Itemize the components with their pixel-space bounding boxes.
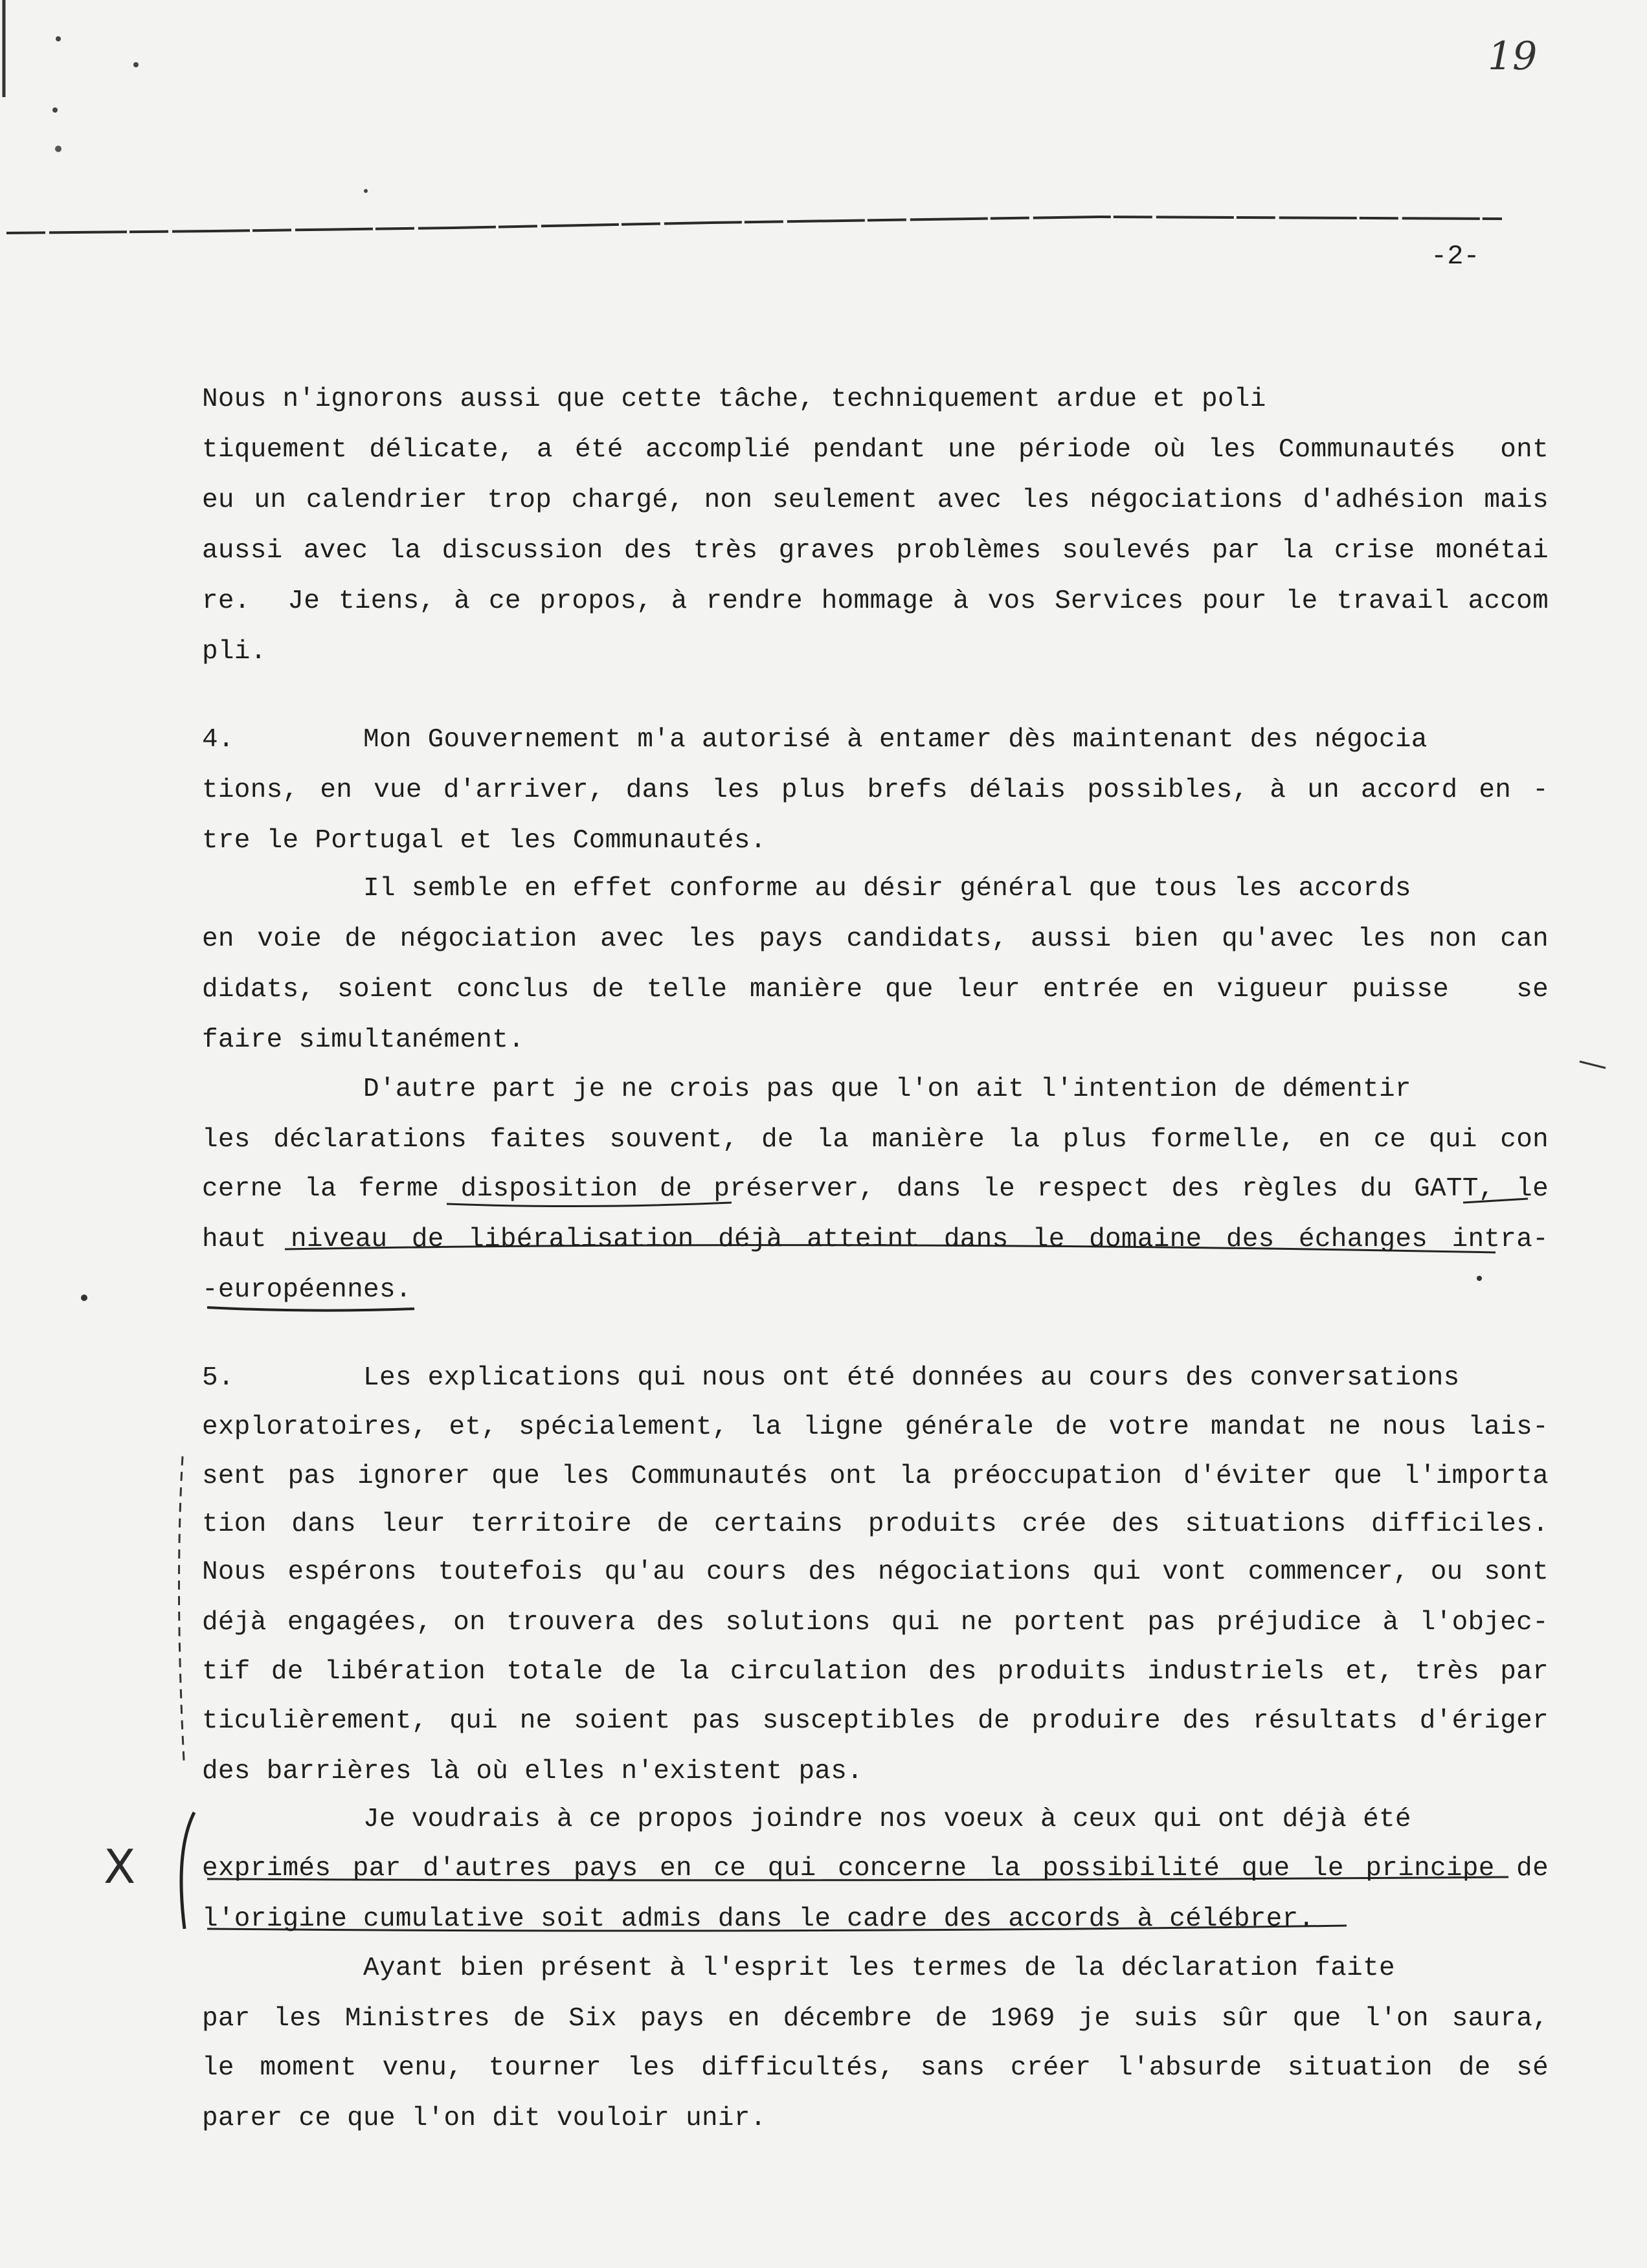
text-line: eu un calendrier trop chargé, non seulement avec les négociations d'adhésion mais: [202, 485, 1549, 515]
text-line: pli.: [202, 637, 267, 667]
handwritten-underline: [207, 1307, 414, 1311]
margin-bracket: [181, 1812, 194, 1929]
text-line: le moment venu, tourner les difficultés, sans créer l'absurde situation de sé: [202, 2053, 1549, 2083]
speck: [81, 1295, 87, 1301]
margin-tick: [1580, 1062, 1606, 1068]
handwritten-page-number: 19: [1488, 34, 1538, 79]
text-line: l'origine cumulative soit admis dans le cadre des accords à célébrer.: [202, 1904, 1315, 1934]
margin-x-mark: X: [104, 1840, 136, 1894]
text-line: les déclarations faites souvent, de la manière la plus formelle, en ce qui con: [202, 1125, 1549, 1155]
text-line: déjà engagées, on trouvera des solutions qui ne portent pas préjudice à l'objec-: [202, 1608, 1549, 1638]
text-line: des barrières là où elles n'existent pas.: [202, 1757, 864, 1786]
text-line: tre le Portugal et les Communautés.: [202, 826, 767, 856]
text-line: didats, soient conclus de telle manière que leur entrée en vigueur puisse se: [202, 975, 1549, 1005]
text-line: en voie de négociation avec les pays candidats, aussi bien qu'avec les non can: [202, 924, 1549, 954]
text-line: 5. Les explications qui nous ont été données au cours des conversations: [202, 1363, 1460, 1393]
text-line: 4. Mon Gouvernement m'a autorisé à entamer dès maintenant des négocia: [202, 725, 1428, 755]
text-line: faire simultanément.: [202, 1025, 525, 1055]
speck: [364, 189, 368, 193]
margin-bracket: [179, 1456, 184, 1761]
text-line: sent pas ignorer que les Communautés ont la préoccupation d'éviter que l'importa: [202, 1462, 1549, 1491]
text-line: Nous espérons toutefois qu'au cours des négociations qui vont commencer, ou sont: [202, 1557, 1549, 1587]
text-line: exprimés par d'autres pays en ce qui concerne la possibilité que le principe de: [202, 1854, 1549, 1884]
text-line: Nous n'ignorons aussi que cette tâche, techniquement ardue et poli: [202, 384, 1266, 414]
speck: [55, 146, 62, 152]
speck: [52, 107, 58, 113]
speck: [133, 62, 139, 67]
text-line: ticulièrement, qui ne soient pas susceptibles de produire des résultats d'ériger: [202, 1706, 1549, 1736]
text-line: par les Ministres de Six pays en décembre de 1969 je suis sûr que l'on saura,: [202, 2004, 1549, 2034]
text-line: Ayant bien présent à l'esprit les termes de la déclaration faite: [202, 1953, 1395, 1983]
text-line: -européennes.: [202, 1275, 412, 1305]
text-line: re. Je tiens, à ce propos, à rendre hommage à vos Services pour le travail accom: [202, 586, 1549, 616]
page-number: -2-: [1431, 241, 1480, 272]
text-line: exploratoires, et, spécialement, la ligne générale de votre mandat ne nous lais-: [202, 1412, 1549, 1442]
text-line: cerne la ferme disposition de préserver, dans le respect des règles du GATT, le: [202, 1174, 1549, 1204]
text-line: aussi avec la discussion des très graves problèmes soulevés par la crise monétai: [202, 536, 1549, 566]
text-line: tion dans leur territoire de certains produits crée des situations difficiles.: [202, 1509, 1549, 1539]
text-line: Il semble en effet conforme au désir général que tous les accords: [202, 874, 1411, 904]
text-line: tiquement délicate, a été accomplié pendant une période où les Communautés ont: [202, 435, 1549, 465]
text-line: D'autre part je ne crois pas que l'on ait l'intention de démentir: [202, 1074, 1411, 1104]
header-rule: [6, 217, 1502, 233]
speck: [56, 36, 61, 41]
text-line: Je voudrais à ce propos joindre nos voeux à ceux qui ont déjà été: [202, 1805, 1411, 1834]
text-line: tions, en vue d'arriver, dans les plus brefs délais possibles, à un accord en -: [202, 775, 1549, 805]
text-line: haut niveau de libéralisation déjà atteint dans le domaine des échanges intra-: [202, 1225, 1549, 1254]
text-line: tif de libération totale de la circulation des produits industriels et, très par: [202, 1657, 1549, 1687]
text-line: parer ce que l'on dit vouloir unir.: [202, 2104, 767, 2133]
